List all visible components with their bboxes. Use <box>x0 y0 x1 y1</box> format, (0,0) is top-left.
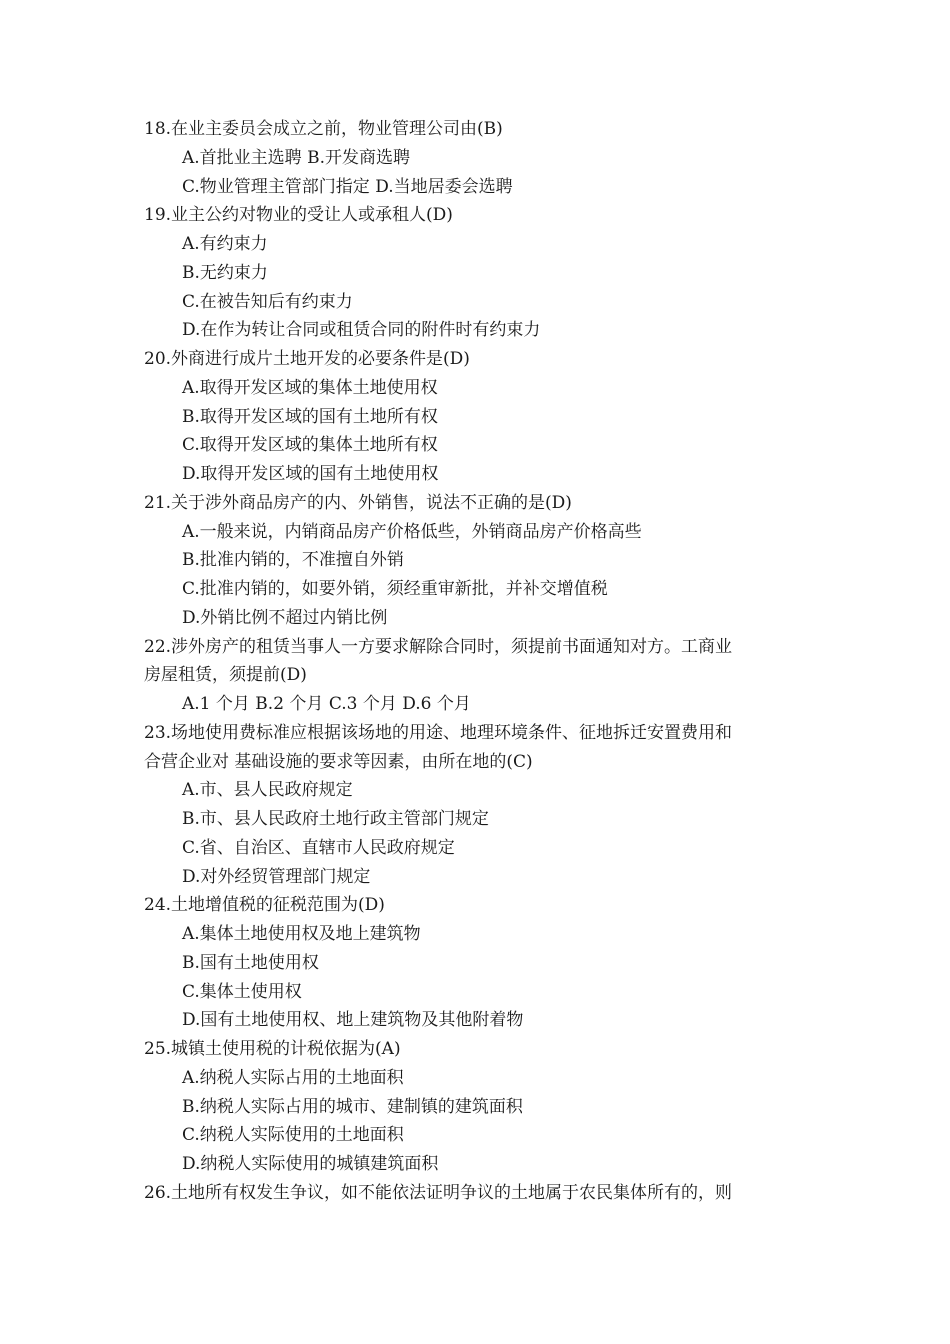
answer-option: C.物业管理主管部门指定 D.当地居委会选聘 <box>182 176 513 197</box>
question-stem: 20.外商进行成片土地开发的必要条件是(D) <box>144 349 470 369</box>
question-block <box>144 1179 814 1208</box>
question-list <box>144 115 814 1208</box>
question-block <box>144 633 814 719</box>
answer-option: A.集体土地使用权及地上建筑物 <box>182 924 421 944</box>
answer-option: B.取得开发区域的国有土地所有权 <box>182 406 438 427</box>
answer-option: B.批准内销的，不准擅自外销 <box>182 550 404 571</box>
answer-option: A.市、县人民政府规定 <box>182 780 353 801</box>
answer-option: D.纳税人实际使用的城镇建筑面积 <box>182 1154 439 1174</box>
answer-option: D.国有土地使用权、地上建筑物及其他附着物 <box>182 1010 524 1031</box>
answer-option: D.对外经贸管理部门规定 <box>182 866 371 887</box>
answer-option: A.1 个月 B.2 个月 C.3 个月 D.6 个月 <box>182 694 471 714</box>
question-stem: 合营企业对 基础设施的要求等因素，由所在地的(C) <box>144 751 533 772</box>
answer-option: A.纳税人实际占用的土地面积 <box>182 1067 404 1088</box>
question-stem: 24.土地增值税的征税范围为(D) <box>144 895 385 916</box>
answer-option: A.一般来说，内销商品房产价格低些，外销商品房产价格高些 <box>182 521 642 542</box>
question-block <box>144 489 814 633</box>
answer-option: C.取得开发区域的集体土地所有权 <box>182 435 438 456</box>
answer-option: B.国有土地使用权 <box>182 952 319 973</box>
question-block <box>144 1035 814 1179</box>
question-block <box>144 115 814 201</box>
question-stem: 26.土地所有权发生争议，如不能依法证明争议的土地属于农民集体所有的，则 <box>144 1182 733 1203</box>
answer-option: D.在作为转让合同或租赁合同的附件时有约束力 <box>182 320 541 341</box>
question-stem: 22.涉外房产的租赁当事人一方要求解除合同时，须提前书面通知对方。工商业 <box>144 636 733 657</box>
answer-option: C.在被告知后有约束力 <box>182 291 353 312</box>
question-block <box>144 719 814 892</box>
answer-option: C.省、自治区、直辖市人民政府规定 <box>182 837 455 858</box>
answer-option: A.有约束力 <box>182 234 268 254</box>
question-stem: 21.关于涉外商品房产的内、外销售，说法不正确的是(D) <box>144 492 572 513</box>
question-stem: 23.场地使用费标准应根据该场地的用途、地理环境条件、征地拆迁安置费用和 <box>144 722 733 743</box>
question-block <box>144 345 814 489</box>
answer-option: B.纳税人实际占用的城市、建制镇的建筑面积 <box>182 1096 523 1117</box>
question-stem: 25.城镇土使用税的计税依据为(A) <box>144 1039 401 1059</box>
question-stem: 18.在业主委员会成立之前，物业管理公司由(B) <box>144 119 503 139</box>
answer-option: B.市、县人民政府土地行政主管部门规定 <box>182 809 489 829</box>
question-stem: 房屋租赁，须提前(D) <box>144 665 307 686</box>
question-stem: 19.业主公约对物业的受让人或承租人(D) <box>144 205 453 226</box>
answer-option: B.无约束力 <box>182 262 268 283</box>
answer-option: C.集体土使用权 <box>182 981 302 1002</box>
answer-option: C.批准内销的，如要外销，须经重审新批，并补交增值税 <box>182 579 608 599</box>
question-block <box>144 201 814 345</box>
answer-option: D.取得开发区域的国有土地使用权 <box>182 464 439 484</box>
answer-option: C.纳税人实际使用的土地面积 <box>182 1125 404 1146</box>
answer-option: A.首批业主选聘 B.开发商选聘 <box>182 147 410 168</box>
question-block <box>144 891 814 1035</box>
answer-option: A.取得开发区域的集体土地使用权 <box>182 377 438 398</box>
answer-option: D.外销比例不超过内销比例 <box>182 607 388 628</box>
